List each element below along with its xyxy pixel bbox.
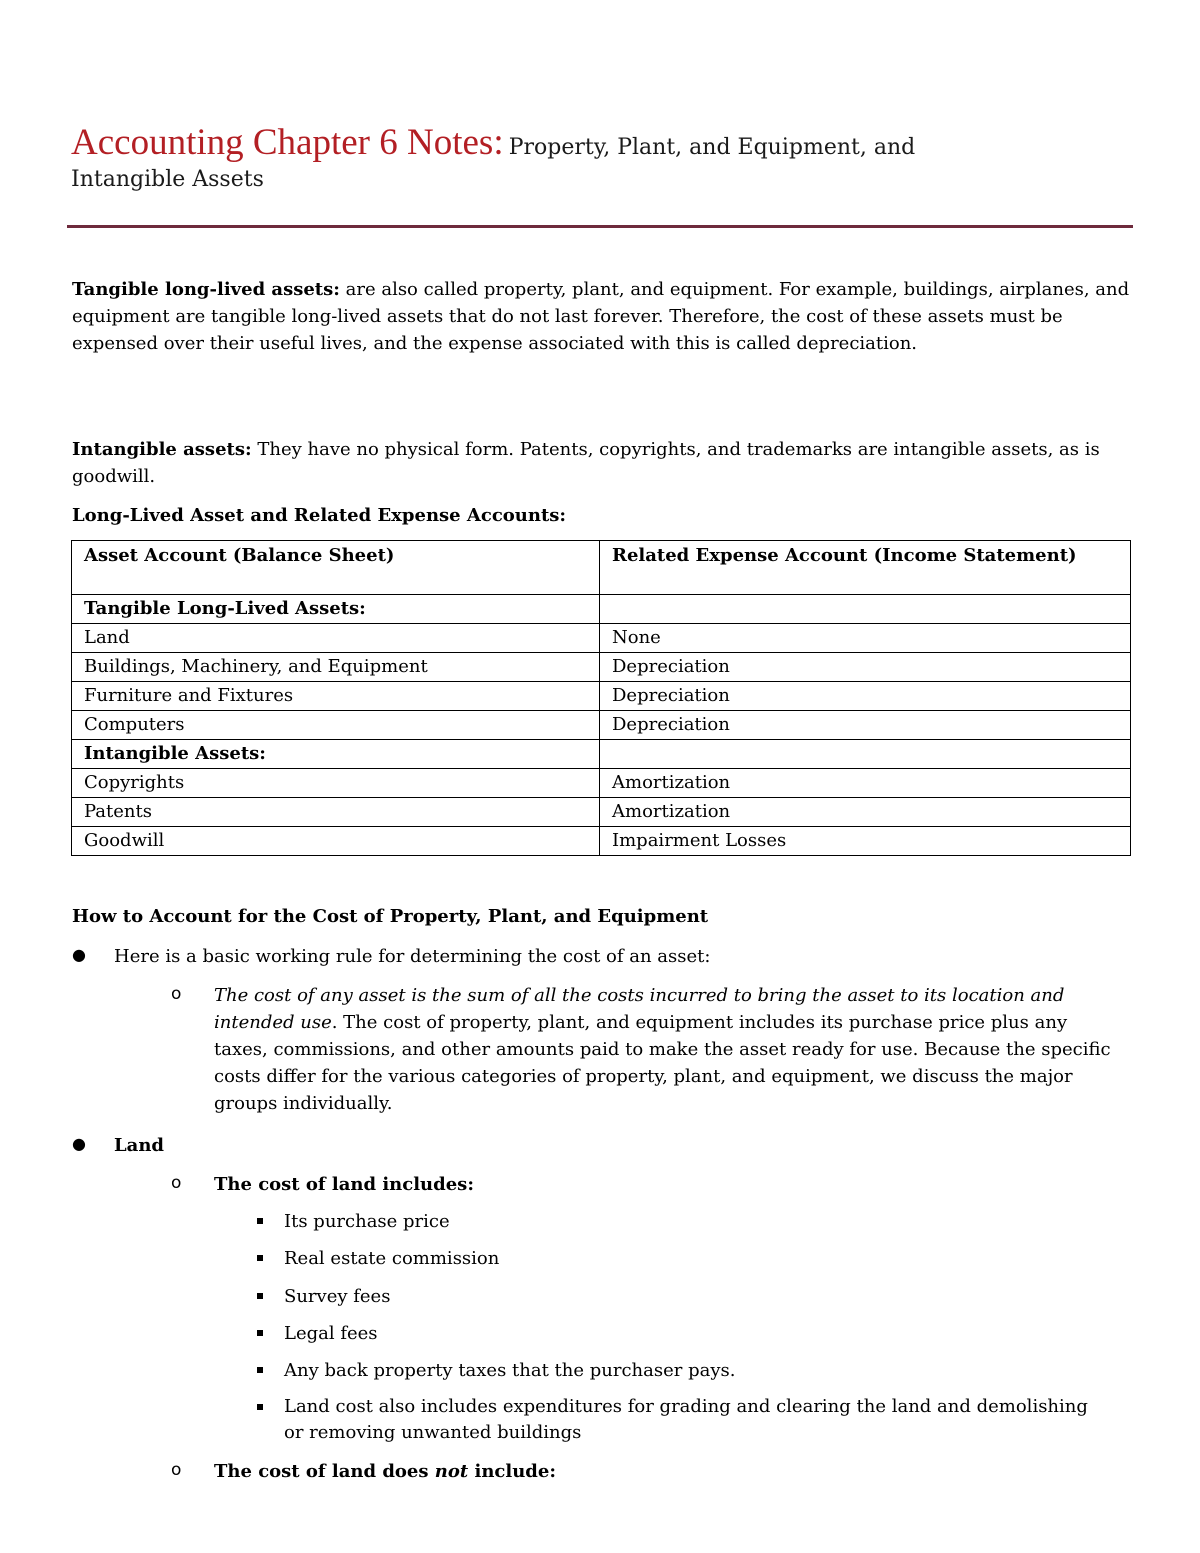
document-title: [71, 120, 1141, 194]
table-cell: Computers: [72, 711, 600, 740]
tangible-term: Tangible long-lived assets:: [72, 279, 340, 300]
bullet-square-icon: [257, 1404, 263, 1410]
bullet-dot-icon: ●: [72, 945, 86, 964]
table-row: [72, 711, 1131, 740]
list-item: Any back property taxes that the purchaser pays.: [284, 1360, 736, 1381]
table-row: [72, 624, 1131, 653]
table-cell: Amortization: [600, 798, 1131, 827]
title-divider: [67, 225, 1133, 228]
table-cell: Goodwill: [72, 827, 600, 856]
bullet-square-icon: [257, 1367, 263, 1373]
title-main: Accounting Chapter 6 Notes:: [71, 122, 504, 163]
asset-expense-table: [71, 540, 1131, 856]
list-item: Land cost also includes expenditures for grading and clearing the land and demolishing or removing unwanted buildings: [284, 1396, 1088, 1443]
cost-rule-item: [214, 982, 1126, 1117]
list-item: Survey fees: [284, 1286, 391, 1307]
intangible-term: Intangible assets:: [72, 439, 252, 460]
tangible-paragraph: [72, 276, 1132, 357]
section-heading: How to Account for the Cost of Property, Plant, and Equipment: [72, 906, 709, 927]
bullet-square-icon: [257, 1293, 263, 1299]
table-cell: [600, 595, 1131, 624]
list-item: Legal fees: [284, 1323, 378, 1344]
bullet-circle-icon: o: [171, 984, 182, 1004]
cost-rule-italic: The cost of any asset is the sum of all the costs incurred to bring the asset to its location and intended use: [214, 985, 1065, 1033]
bullet-dot-icon: ●: [72, 1134, 86, 1153]
header-expense-account: Related Expense Account (Income Statement): [600, 541, 1131, 595]
table-cell: Depreciation: [600, 711, 1131, 740]
not-include-b: include:: [474, 1461, 556, 1482]
table-cell: Impairment Losses: [600, 827, 1131, 856]
bullet-square-icon: [257, 1330, 263, 1336]
bullet-circle-icon: o: [171, 1173, 182, 1193]
table-row: [72, 682, 1131, 711]
table-cell: Tangible Long-Lived Assets:: [72, 595, 600, 624]
intangible-paragraph: [72, 436, 1132, 490]
bullet-square-icon: [257, 1218, 263, 1224]
header-asset-account: Asset Account (Balance Sheet): [72, 541, 600, 595]
table-cell: Depreciation: [600, 653, 1131, 682]
title-sub-line2: Intangible Assets: [71, 167, 264, 193]
table-cell: None: [600, 624, 1131, 653]
list-item: Its purchase price: [284, 1211, 450, 1232]
not-include-heading: [214, 1458, 556, 1485]
not-include-em: not: [434, 1461, 469, 1482]
table-cell: Depreciation: [600, 682, 1131, 711]
table-cell: Land: [72, 624, 600, 653]
table-cell: Patents: [72, 798, 600, 827]
bullet-circle-icon: o: [171, 1460, 182, 1480]
table-cell: Buildings, Machinery, and Equipment: [72, 653, 600, 682]
not-include-a: The cost of land does: [214, 1461, 429, 1482]
intangible-text: They have no physical form. Patents, copyrights, and trademarks are intangible assets, as is goodwill.: [72, 439, 1100, 487]
includes-heading: The cost of land includes:: [214, 1174, 474, 1195]
cost-rule-text: . The cost of property, plant, and equipment includes its purchase price plus any taxes, commissions, and other amounts paid to make the asset ready for use. Because the specific costs differ for the various categories of property, plant, and equipment, we discuss the major groups individually.: [214, 1012, 1111, 1114]
bullet-square-icon: [257, 1255, 263, 1261]
table-row: [72, 769, 1131, 798]
table-header-row: [72, 541, 1131, 595]
table-cell: Amortization: [600, 769, 1131, 798]
table-cell: Furniture and Fixtures: [72, 682, 600, 711]
list-item: Real estate commission: [284, 1248, 500, 1269]
title-sub-line1: Property, Plant, and Equipment, and: [508, 135, 916, 160]
table-row: [72, 827, 1131, 856]
table-cell: [600, 740, 1131, 769]
table-title: Long-Lived Asset and Related Expense Accounts:: [72, 505, 567, 526]
tangible-text: are also called property, plant, and equipment. For example, buildings, airplanes, and equipment are tangible long-lived assets that do not last forever. Therefore, the cost of these assets must be expensed over their useful lives, and the expense associated with this is called depreciation.: [72, 279, 1130, 354]
table-row: [72, 798, 1131, 827]
table-row: [72, 653, 1131, 682]
list-item: Here is a basic working rule for determining the cost of an asset:: [114, 946, 711, 967]
table-cell: Intangible Assets:: [72, 740, 600, 769]
table-group-row: [72, 740, 1131, 769]
table-group-row: [72, 595, 1131, 624]
land-heading: Land: [114, 1135, 164, 1156]
table-cell: Copyrights: [72, 769, 600, 798]
